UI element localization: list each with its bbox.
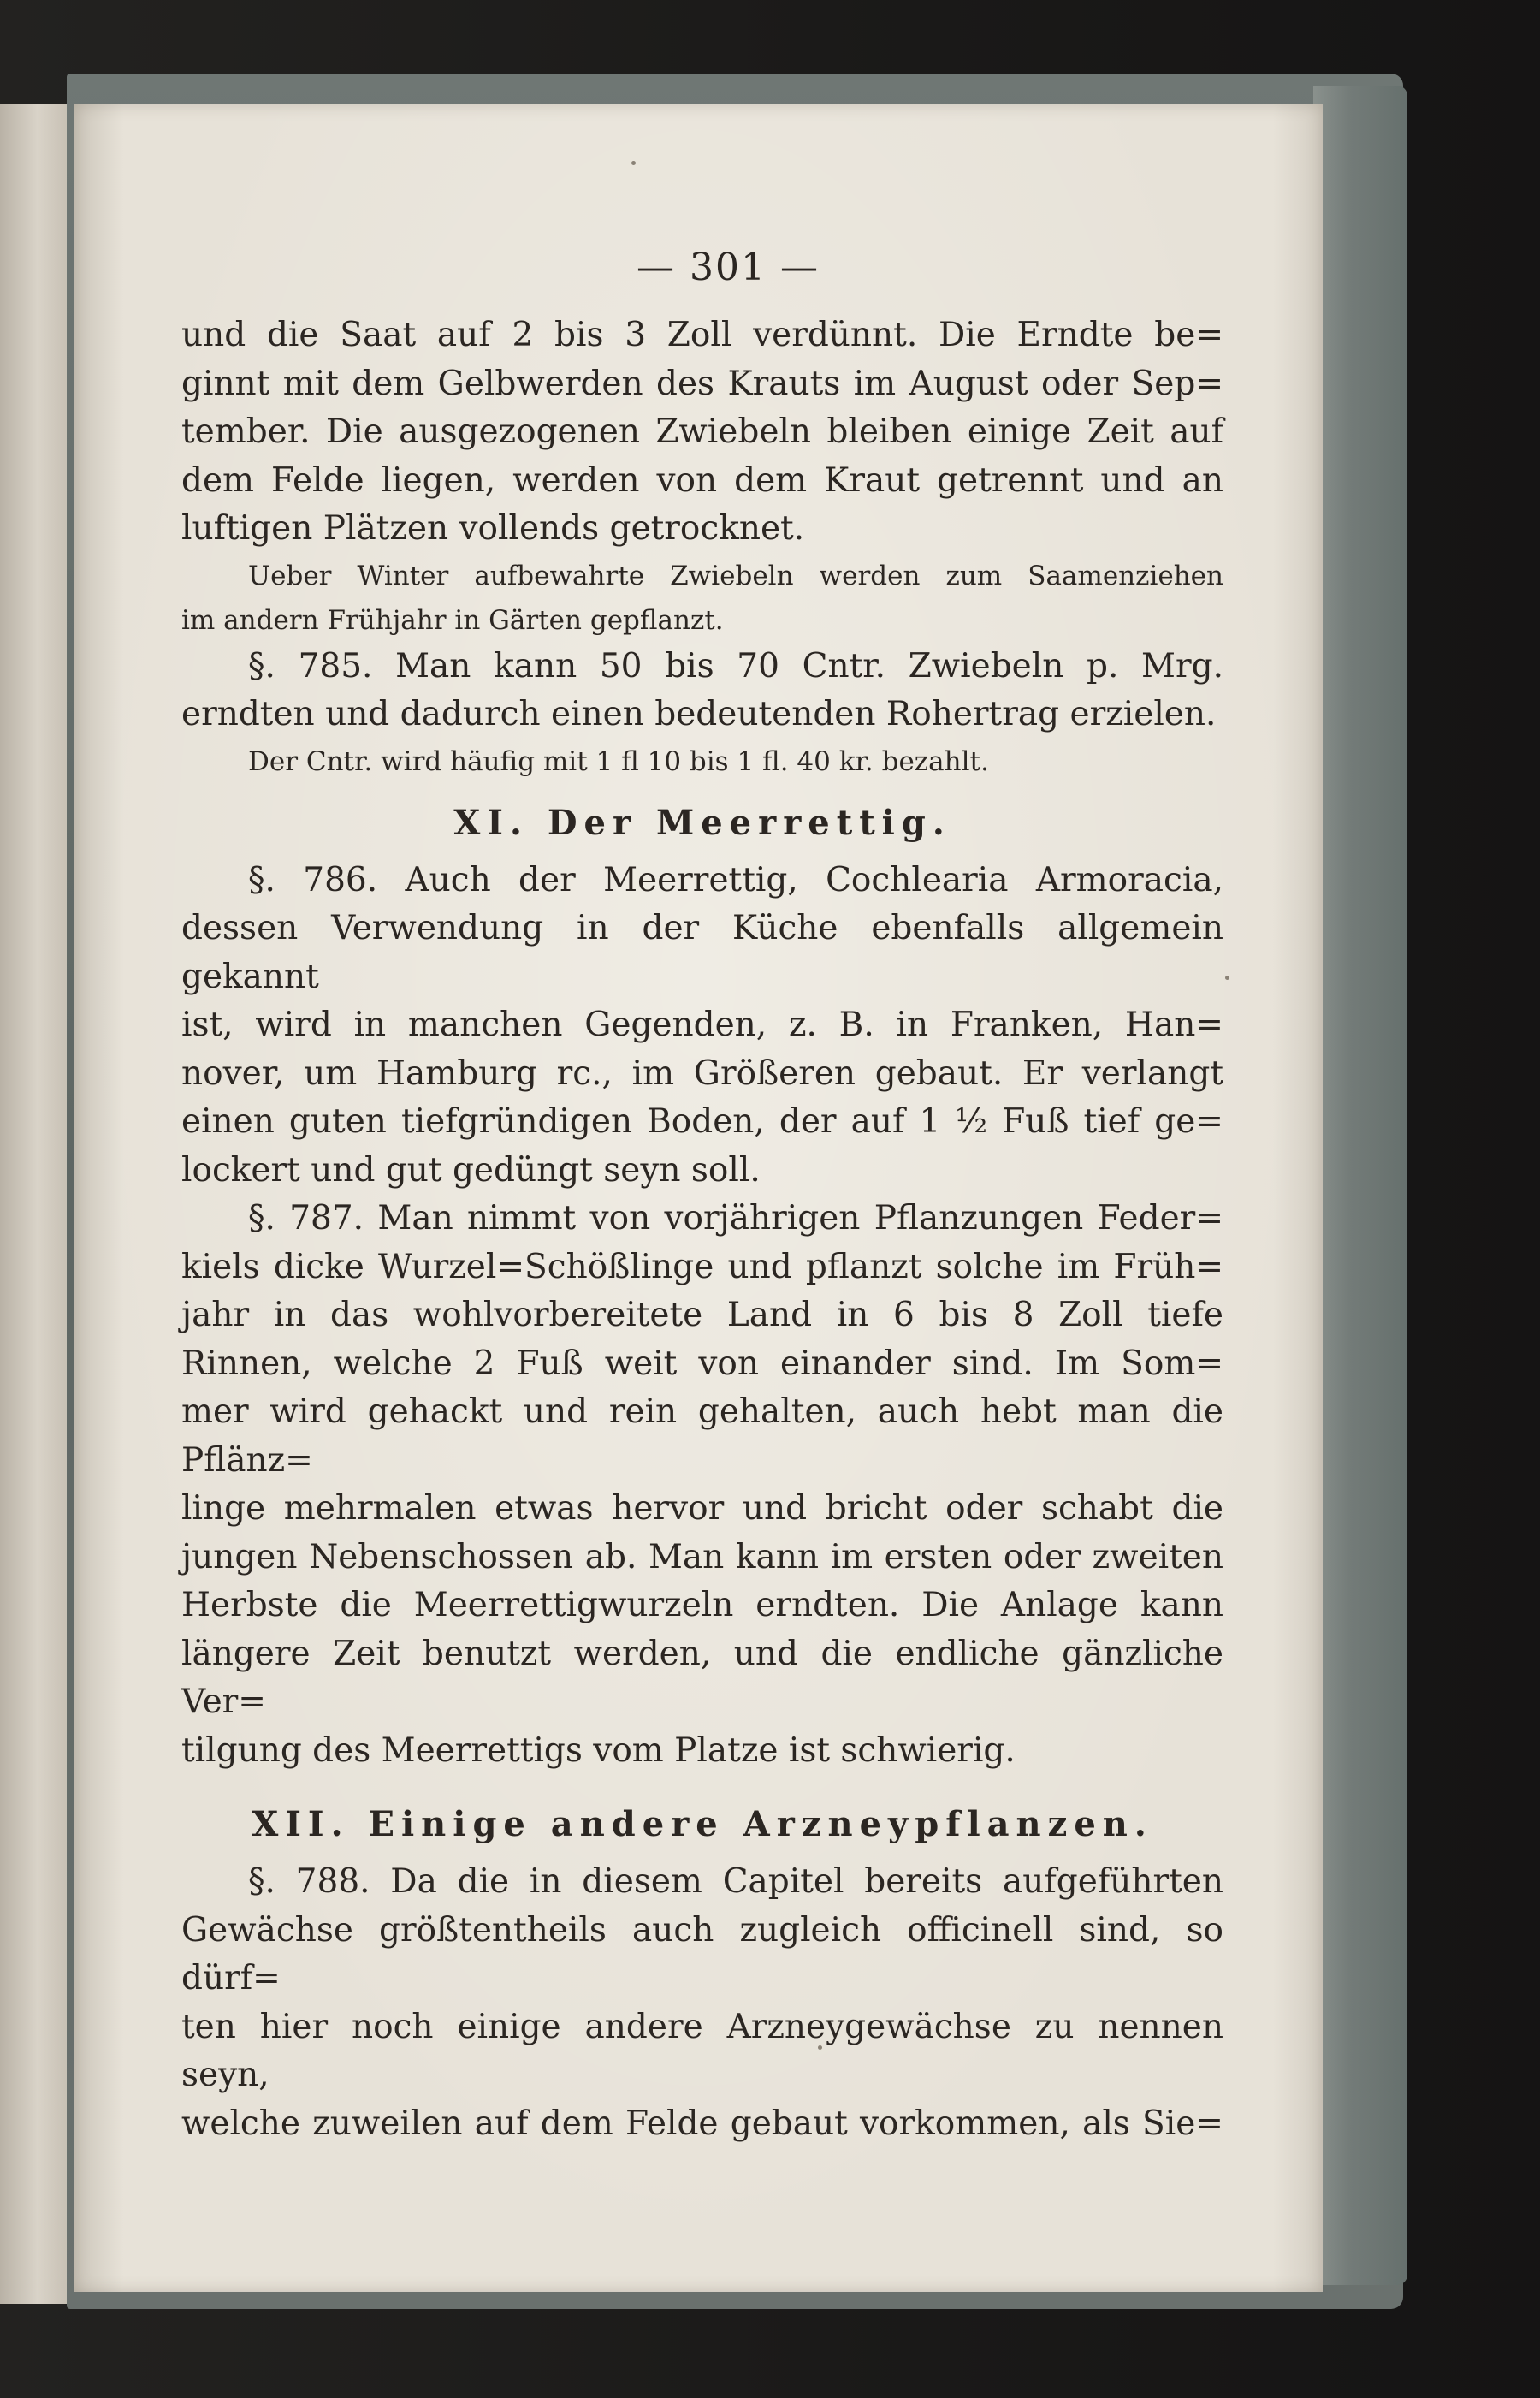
text-line: kiels dicke Wurzel=Schößlinge und pflanzt solche im Früh= <box>181 1247 1223 1286</box>
cover-edge <box>1313 86 1407 2285</box>
section-title-xi: XI. Der Meerrettig. <box>453 802 951 843</box>
text-line: dem Felde liegen, werden von dem Kraut getrennt und an <box>181 460 1223 500</box>
text-line: Ueber Winter aufbewahrte Zwiebeln werden zum Saamenziehen <box>248 560 1223 591</box>
text-line: §. 785. Man kann 50 bis 70 Cntr. Zwiebeln p. Mrg. <box>248 646 1223 686</box>
page-text <box>181 246 1223 2148</box>
text-line: dessen Verwendung in der Küche ebenfalls allgemein gekannt <box>181 909 1223 996</box>
text-line: Rinnen, welche 2 Fuß weit von einander sind. Im Som= <box>181 1344 1223 1383</box>
paragraph-786-cont <box>181 905 1223 1195</box>
text-line: tember. Die ausgezogenen Zwiebeln bleiben einige Zeit auf <box>181 413 1223 451</box>
paragraph-note-1-cont <box>181 598 1223 643</box>
text-line: jungen Nebenschossen ab. Man kann im ersten oder zweiten <box>181 1537 1223 1576</box>
text-line: und die Saat auf 2 bis 3 Zoll verdünnt. Die Erndte be= <box>181 316 1223 354</box>
text-line: §. 788. Da die in diesem Capitel bereits aufgeführten <box>248 1862 1223 1901</box>
text-line: luftigen Plätzen vollends getrocknet. <box>181 509 805 548</box>
paragraph-788 <box>181 1858 1223 1907</box>
text-line: jahr in das wohlvorbereitete Land in 6 bis 8 Zoll tiefe <box>181 1296 1223 1334</box>
text-line: Der Cntr. wird häufig mit 1 fl 10 bis 1 fl. 40 kr. bezahlt. <box>248 745 989 777</box>
paragraph-786 <box>181 857 1223 905</box>
text-line: lockert und gut gedüngt seyn soll. <box>181 1150 761 1190</box>
book-page <box>74 104 1323 2292</box>
text-line: ginnt mit dem Gelbwerden des Krauts im August oder Sep= <box>181 364 1223 403</box>
text-line: nover, um Hamburg rc., im Größeren gebaut. Er verlangt <box>181 1054 1223 1093</box>
paragraph-p1 <box>181 312 1223 554</box>
text-line: Herbste die Meerrettigwurzeln erndten. Die Anlage kann <box>181 1586 1223 1624</box>
text-line: erndten und dadurch einen bedeutenden Rohertrag erzielen. <box>181 695 1217 733</box>
text-line: tilgung des Meerrettigs vom Platze ist schwierig. <box>181 1730 1016 1770</box>
paragraph-787-cont <box>181 1244 1223 1776</box>
text-line: §. 786. Auch der Meerrettig, Cochlearia Armoracia, <box>248 860 1223 899</box>
paragraph-788-cont <box>181 1907 1223 2149</box>
text-line: im andern Frühjahr in Gärten gepflanzt. <box>181 604 724 636</box>
paragraph-787 <box>181 1195 1223 1244</box>
text-line: ten hier noch einige andere Arzneygewächse zu nennen seyn, <box>181 2007 1223 2094</box>
text-line: einen guten tiefgründigen Boden, der auf 1 ½ Fuß tief ge= <box>181 1102 1223 1141</box>
text-line: §. 787. Man nimmt von vorjährigen Pflanzungen Feder= <box>248 1199 1223 1238</box>
paragraph-note-2 <box>181 739 1223 784</box>
text-line: mer wird gehackt und rein gehalten, auch hebt man die Pflänz= <box>181 1392 1223 1480</box>
paragraph-785 <box>181 643 1223 692</box>
text-line: ist, wird in manchen Gegenden, z. B. in Franken, Han= <box>181 1006 1223 1044</box>
text-line: linge mehrmalen etwas hervor und bricht oder schabt die <box>181 1489 1223 1528</box>
section-title-xii: XII. Einige andere Arzneypflanzen. <box>252 1804 1153 1844</box>
paragraph-note-1 <box>181 554 1223 598</box>
text-line: Gewächse größtentheils auch zugleich officinell sind, so dürf= <box>181 1910 1223 1997</box>
left-page-edge <box>0 104 71 2304</box>
text-line: welche zuweilen auf dem Felde gebaut vorkommen, als Sie= <box>181 2104 1223 2143</box>
page-number: — 301 — <box>637 246 820 289</box>
text-line: längere Zeit benutzt werden, und die endliche gänzliche Ver= <box>181 1634 1223 1721</box>
paragraph-785-cont <box>181 691 1223 739</box>
